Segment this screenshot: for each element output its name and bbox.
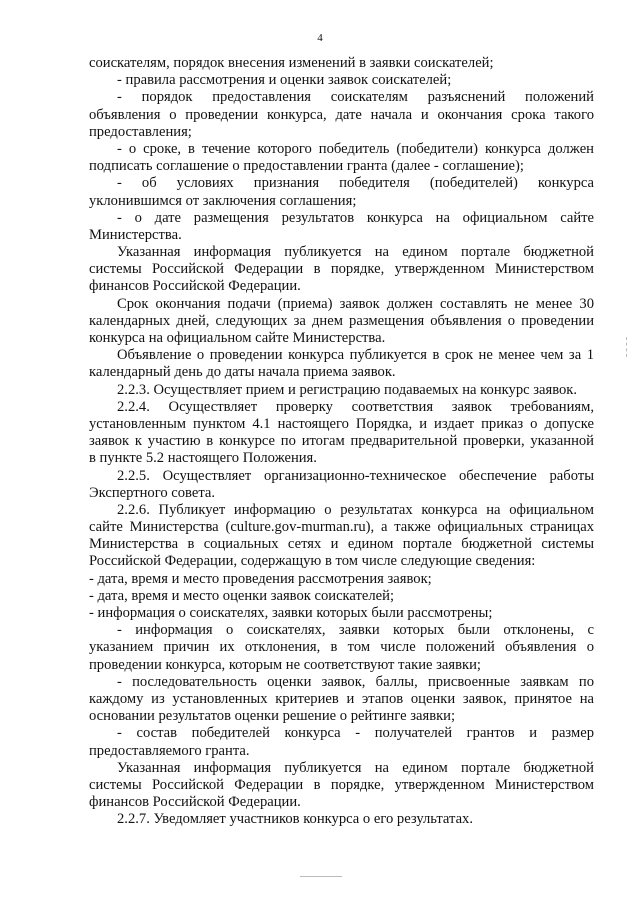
text-line: - дата, время и место проведения рассмотрения заявок; — [89, 570, 432, 587]
text-line: 2.2.4. Осуществляет проверку соответствия заявок требованиям, — [117, 398, 594, 415]
text-line: каждому из установленных критериев и этапов оценки заявок, принятое на — [89, 690, 594, 707]
text-line: системы Российской Федерации в порядке, утвержденном Министерством — [89, 776, 594, 793]
text-line: установленным пунктом 4.1 настоящего Порядка, и издает приказ о допуске — [89, 415, 594, 432]
text-line: 2.2.6. Публикует информацию о результатах конкурса на официальном — [117, 501, 594, 518]
text-line: Указанная информация публикуется на едином портале бюджетной — [117, 759, 594, 776]
text-line: объявления о проведении конкурса, дате начала и окончания срока такого — [89, 106, 594, 123]
text-line: системы Российской Федерации в порядке, утвержденном Министерством — [89, 261, 594, 278]
text-line: предоставляемого гранта. — [89, 742, 250, 759]
text-line: Министерства. — [89, 226, 182, 243]
text-line: - информация о соискателях, заявки которых были отклонены, с — [117, 622, 594, 639]
document-body — [89, 55, 594, 828]
text-line: 2.2.3. Осуществляет прием и регистрацию подаваемых на конкурс заявок. — [117, 381, 578, 398]
text-line: финансов Российской Федерации. — [89, 794, 301, 811]
text-line: - порядок предоставления соискателям разъяснений положений — [117, 89, 594, 106]
text-line: подписать соглашение о предоставлении гранта (далее - соглашение); — [89, 158, 524, 175]
text-line: предоставления; — [89, 123, 192, 140]
text-line: в пункте 5.2 настоящего Положения. — [89, 450, 317, 467]
text-line: конкурса на официальном сайте Министерства. — [89, 330, 386, 346]
text-line: Указанная информация публикуется на едином портале бюджетной — [117, 244, 594, 261]
text-line: Российской Федерации, содержащую в том числе следующие сведения: — [89, 553, 536, 570]
text-line: Экспертного совета. — [89, 484, 216, 501]
text-line: уклонившимся от заключения соглашения; — [89, 192, 357, 209]
text-line: сайте Министерства (culture.gov-murman.ru), а также официальных страницах — [89, 519, 594, 536]
text-line: 2.2.5. Осуществляет организационно-техническое обеспечение работы — [117, 467, 594, 484]
text-line: - о сроке, в течение которого победитель (победители) конкурса должен — [117, 140, 594, 157]
text-line: Министерства в социальных сетях и едином портале бюджетной системы — [89, 536, 594, 553]
text-line: проведении конкурса, которым не соответствуют такие заявки; — [89, 656, 481, 673]
text-line: финансов Российской Федерации. — [89, 278, 301, 295]
bottom-rule — [300, 876, 342, 877]
text-line: - дата, время и место оценки заявок соискателей; — [89, 587, 395, 604]
text-line: - об условиях признания победителя (победителей) конкурса — [117, 175, 594, 192]
margin-mark — [626, 337, 628, 357]
text-line: календарный день до даты начала приема заявок. — [89, 364, 396, 381]
text-line: - последовательность оценки заявок, баллы, присвоенные заявкам по — [117, 673, 594, 690]
text-line: Объявление о проведении конкурса публикуется в срок не менее чем за 1 — [117, 347, 594, 364]
text-line: 2.2.7. Уведомляет участников конкурса о его результатах. — [117, 811, 473, 828]
page-number: 4 — [317, 32, 323, 44]
text-line: - правила рассмотрения и оценки заявок соискателей; — [117, 72, 452, 89]
text-line: заявок к участию в конкурсе по итогам предварительной проверки, указанной — [89, 433, 594, 450]
text-line: - о дате размещения результатов конкурса на официальном сайте — [117, 209, 594, 226]
text-line: - состав победителей конкурса - получателей грантов и размер — [117, 725, 594, 742]
text-line: основании результатов оценки решение о рейтинге заявки; — [89, 708, 456, 725]
text-line: указанием причин их отклонения, в том числе положений объявления о — [89, 639, 594, 656]
text-line: календарных дней, следующих за днем размещения объявления о проведении — [89, 312, 594, 329]
text-line: соискателям, порядок внесения изменений в заявки соискателей; — [89, 55, 494, 71]
text-line: - информация о соискателях, заявки которых были рассмотрены; — [89, 605, 493, 621]
text-line: Срок окончания подачи (приема) заявок должен составлять не менее 30 — [117, 295, 594, 312]
